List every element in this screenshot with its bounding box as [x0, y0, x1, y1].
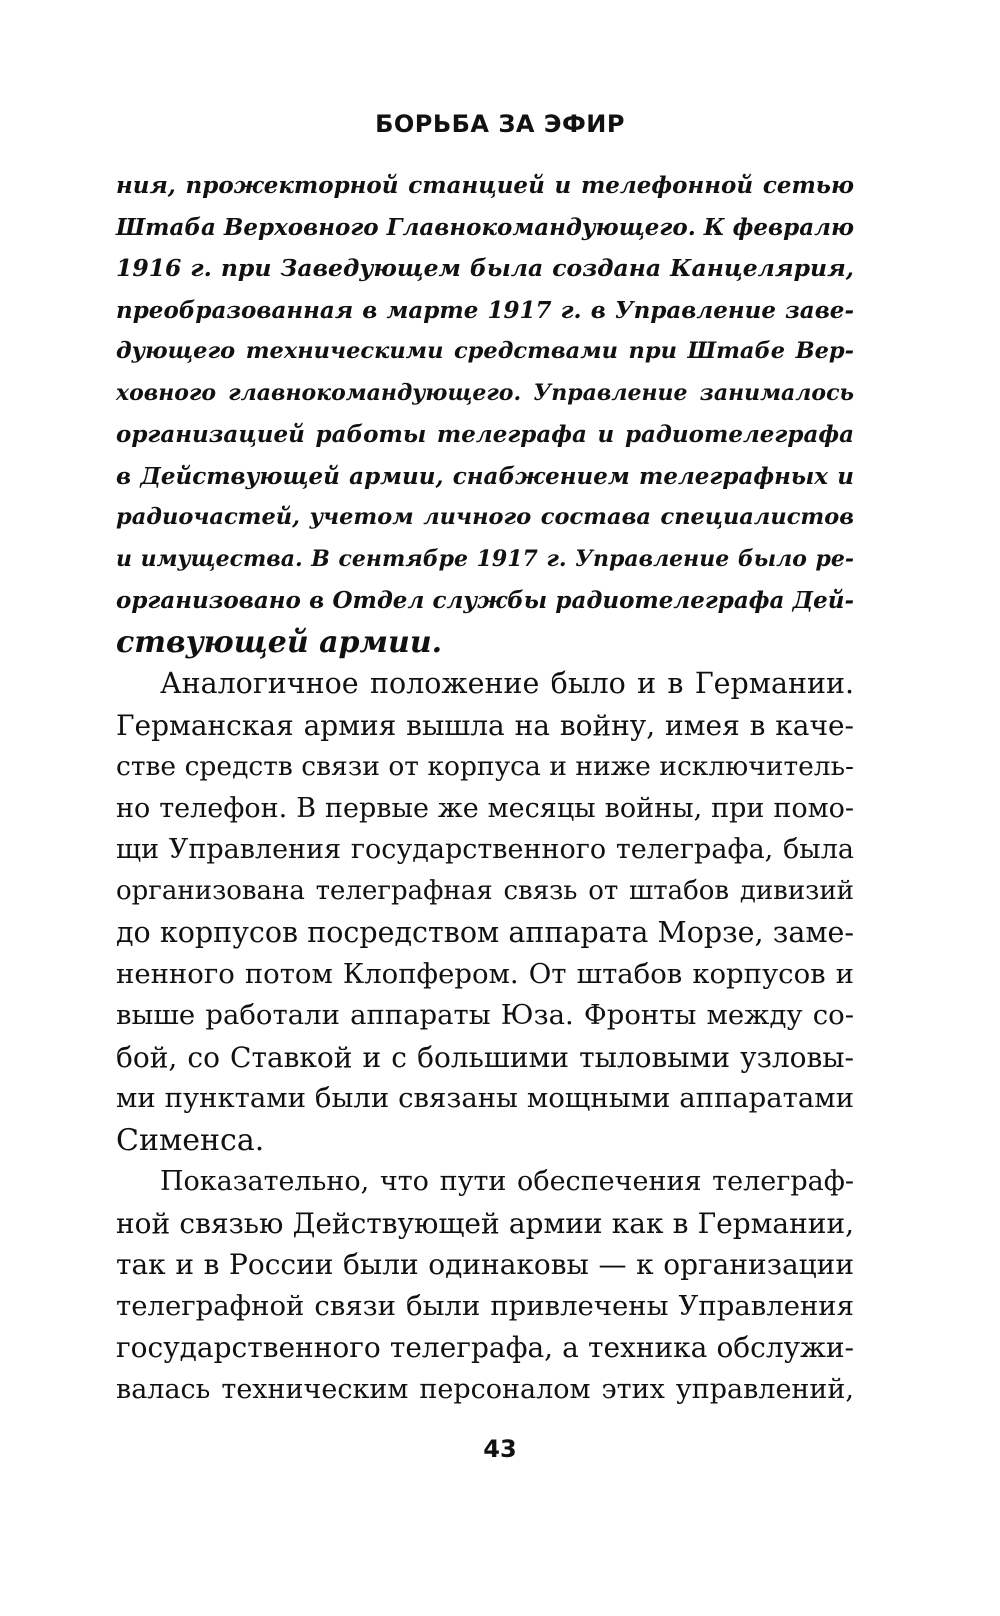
- text-line: но телефон. В первые же месяцы войны, при помо-: [116, 792, 854, 824]
- text-line: дующего техническими средствами при Штабе Вер-: [116, 338, 854, 364]
- text-line: государственного телеграфа, а техника обслужи-: [116, 1331, 854, 1364]
- running-head: БОРЬБА ЗА ЭФИР: [375, 110, 625, 138]
- text-line: организацией работы телеграфа и радиотелеграфа: [116, 421, 854, 448]
- text-line: телеграфной связи были привлечены Управления: [116, 1289, 854, 1322]
- text-line: организована телеграфная связь от штабов дивизий: [116, 875, 854, 906]
- text-line: организовано в Отдел службы радиотелеграфа Дей-: [116, 587, 854, 614]
- paragraph-comparison: [116, 1161, 854, 1410]
- text-line: Показательно, что пути обеспечения телеграф-: [160, 1166, 854, 1197]
- text-line: так и в России были одинаковы — к организации: [116, 1248, 854, 1281]
- paragraph-italic: [116, 165, 854, 663]
- text-line: ствующей армии.: [116, 624, 443, 660]
- text-line: щи Управления государственного телеграфа, была: [116, 834, 854, 865]
- text-line: ми пунктами были связаны мощными аппаратами: [116, 1082, 854, 1114]
- text-line: радиочастей, учетом личного состава специалистов: [116, 504, 854, 530]
- text-line: выше работали аппараты Юза. Фронты между со-: [116, 999, 854, 1031]
- text-line: до корпусов посредством аппарата Морзе, заме-: [116, 916, 854, 949]
- text-line: ховного главнокомандующего. Управление занималось: [116, 379, 854, 406]
- body-text: [116, 165, 854, 1410]
- text-line: Штаба Верховного Главнокомандующего. К февралю: [116, 213, 854, 241]
- text-line: ненного потом Клопфером. От штабов корпусов и: [116, 957, 854, 990]
- text-line: Германская армия вышла на войну, имея в каче-: [116, 708, 854, 742]
- text-line: ной связью Действующей армии как в Германии,: [116, 1206, 854, 1240]
- page-number: 43: [483, 1435, 517, 1463]
- text-line: бой, со Ставкой и с большими тыловыми узловы-: [116, 1040, 854, 1074]
- text-line: ния, прожекторной станцией и телефонной сетью: [116, 172, 854, 199]
- text-line: валась техническим персоналом этих управлений,: [116, 1373, 854, 1405]
- text-line: Сименса.: [116, 1122, 265, 1158]
- text-line: в Действующей армии, снабжением телеграфных и: [116, 462, 854, 490]
- text-line: и имущества. В сентябре 1917 г. Управление было ре-: [116, 545, 854, 572]
- text-line: стве средств связи от корпуса и ниже исключитель-: [116, 751, 854, 782]
- paragraph-germany: [116, 663, 854, 1161]
- text-line: Аналогичное положение было и в Германии.: [160, 667, 854, 700]
- text-line: 1916 г. при Заведующем была создана Канцелярия,: [116, 254, 854, 282]
- text-line: преобразованная в марте 1917 г. в Управление заве-: [116, 296, 854, 324]
